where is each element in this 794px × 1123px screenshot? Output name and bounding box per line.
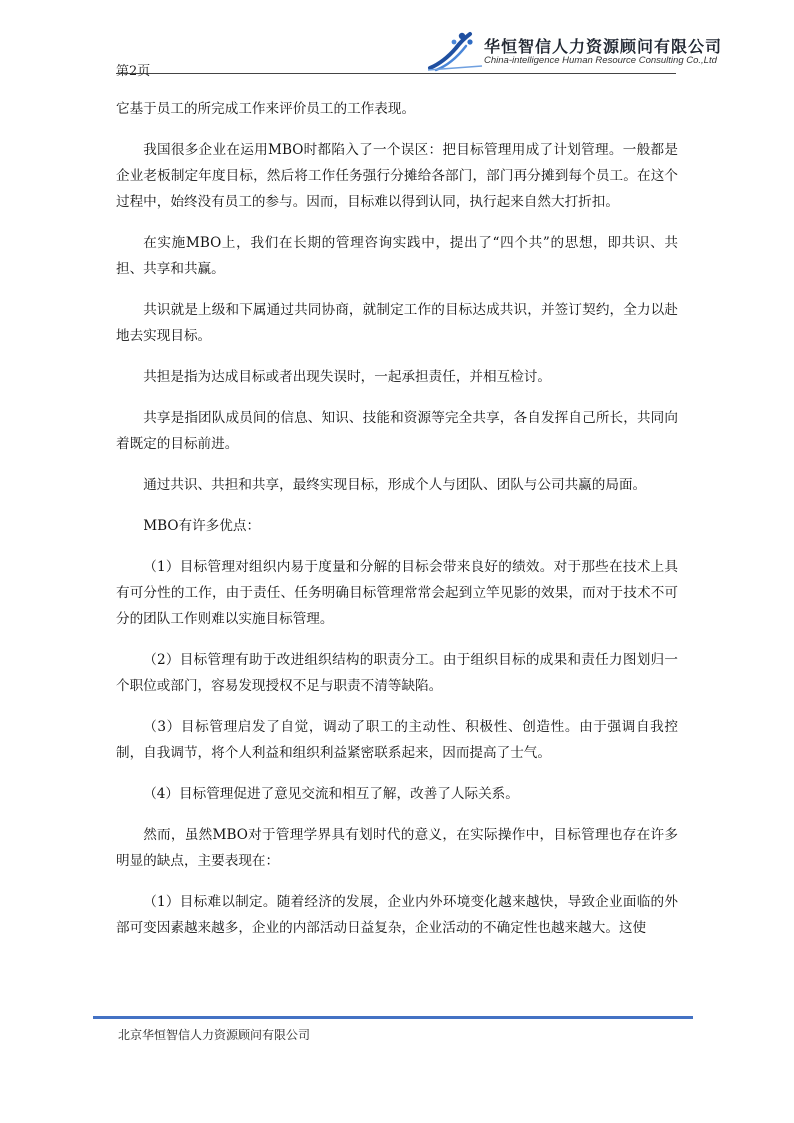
document-body bbox=[116, 96, 678, 956]
paragraph: （4）目标管理促进了意见交流和相互了解，改善了人际关系。 bbox=[143, 786, 519, 802]
footer-divider bbox=[93, 1016, 693, 1019]
paragraph: 然而，虽然MBO对于管理学界具有划时代的意义，在实际操作中，目标管理也存在许多明显的缺点，主要表现在： bbox=[116, 827, 678, 869]
logo-company-name-cn: 华恒智信人力资源顾问有限公司 bbox=[484, 37, 723, 56]
footer-company-name: 北京华恒智信人力资源顾问有限公司 bbox=[118, 1028, 311, 1042]
paragraph: 共担是指为达成目标或者出现失误时，一起承担责任，并相互检讨。 bbox=[143, 369, 551, 385]
paragraph: 它基于员工的所完成工作来评价员工的工作表现。 bbox=[116, 101, 416, 117]
paragraph: 我国很多企业在运用MBO时都陷入了一个误区：把目标管理用成了计划管理。一般都是企业老板制定年度目标，然后将工作任务强行分摊给各部门，部门再分摊到每个员工。在这个过程中，始终没有员工的参与。因而，目标难以得到认同，执行起来自然大打折扣。 bbox=[116, 142, 678, 210]
company-logo bbox=[426, 28, 723, 72]
paragraph: （1）目标难以制定。随着经济的发展，企业内外环境变化越来越快，导致企业面临的外部可变因素越来越多，企业的内部活动日益复杂，企业活动的不确定性也越来越大。这使 bbox=[116, 894, 678, 936]
paragraph: 共享是指团队成员间的信息、知识、技能和资源等完全共享，各自发挥自己所长，共同向着既定的目标前进。 bbox=[116, 410, 678, 452]
paragraph: （3）目标管理启发了自觉，调动了职工的主动性、积极性、创造性。由于强调自我控制，自我调节，将个人利益和组织利益紧密联系起来，因而提高了士气。 bbox=[116, 719, 678, 761]
paragraph: 在实施MBO上，我们在长期的管理咨询实践中，提出了“四个共”的思想，即共识、共担、共享和共赢。 bbox=[116, 235, 678, 277]
logo-company-name-en: China-intelligence Human Resource Consulting Co.,Ltd bbox=[484, 55, 717, 66]
paragraph: 通过共识、共担和共享，最终实现目标，形成个人与团队、团队与公司共赢的局面。 bbox=[143, 477, 647, 493]
swoosh-logo-icon bbox=[426, 28, 484, 72]
paragraph: （2）目标管理有助于改进组织结构的职责分工。由于组织目标的成果和责任力图划归一个职位或部门，容易发现授权不足与职责不清等缺陷。 bbox=[116, 652, 678, 694]
header-divider bbox=[116, 73, 676, 74]
page-number: 第2页 bbox=[116, 64, 151, 79]
paragraph: 共识就是上级和下属通过共同协商，就制定工作的目标达成共识，并签订契约，全力以赴地去实现目标。 bbox=[116, 302, 678, 344]
paragraph: （1）目标管理对组织内易于度量和分解的目标会带来良好的绩效。对于那些在技术上具有可分性的工作，由于责任、任务明确目标管理常常会起到立竿见影的效果，而对于技术不可分的团队工作则难以实施目标管理。 bbox=[116, 559, 678, 627]
page-header bbox=[116, 28, 723, 79]
paragraph: MBO有许多优点： bbox=[143, 518, 261, 534]
